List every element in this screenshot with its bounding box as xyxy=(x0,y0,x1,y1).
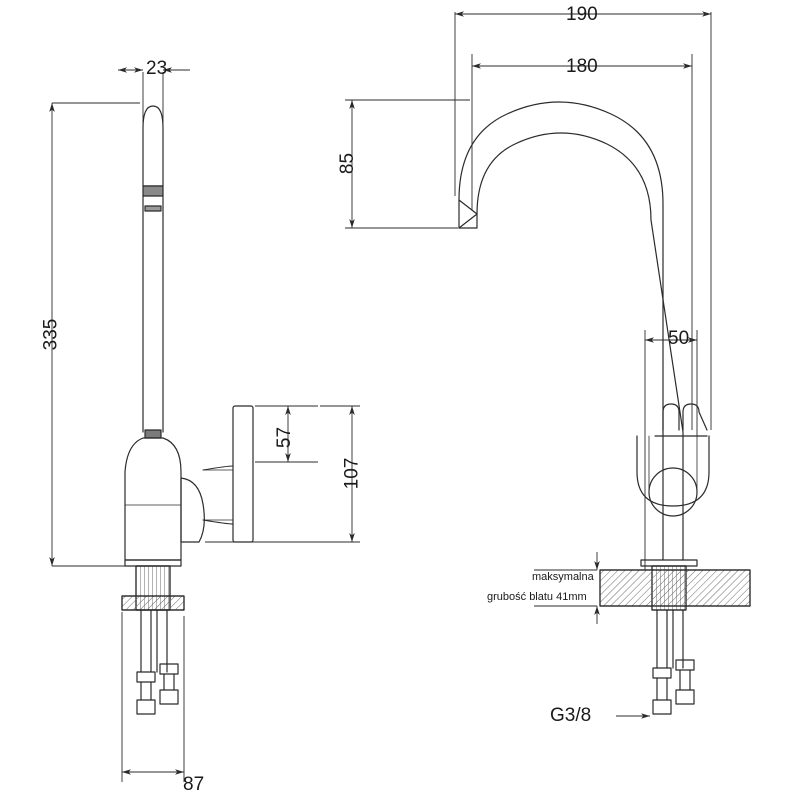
dim-reach-inner: 180 xyxy=(566,56,598,77)
dimension-lines-left xyxy=(52,70,363,782)
dim-lever-height: 107 xyxy=(341,457,363,490)
dim-reach-outer: 190 xyxy=(566,4,598,25)
dim-base-depth: 87 xyxy=(183,774,205,795)
dim-spout-diameter: 23 xyxy=(146,58,168,79)
front-elevation-faucet xyxy=(459,102,750,714)
dim-body-width: 50 xyxy=(668,328,690,349)
left-elevation-faucet xyxy=(122,106,253,714)
worktop-note-line1: maksymalna xyxy=(532,571,594,583)
dim-spout-clearance: 85 xyxy=(337,152,359,175)
dim-total-height: 335 xyxy=(40,318,62,351)
worktop-note-line2: grubość blatu 41mm xyxy=(487,591,587,603)
dim-handle-height: 57 xyxy=(274,426,296,449)
dim-thread-size: G3/8 xyxy=(550,705,592,726)
